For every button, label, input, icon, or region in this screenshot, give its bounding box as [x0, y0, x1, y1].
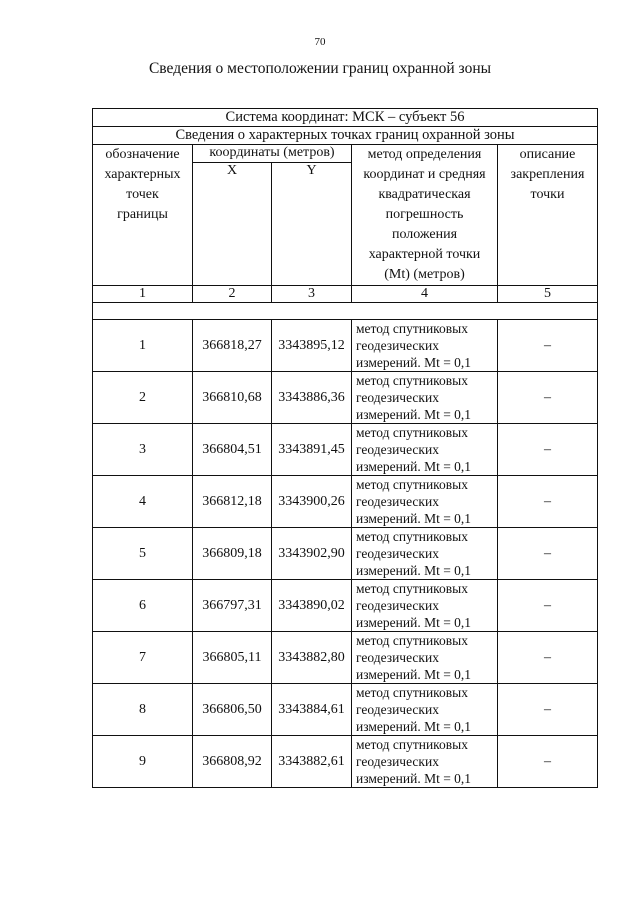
method-line: измерений. Mt = 0,1 — [356, 511, 472, 526]
header-line: погрешность — [385, 207, 464, 222]
table-row — [93, 684, 598, 736]
x-coordinate-cell: 366806,50 — [193, 684, 272, 736]
method-cell — [352, 736, 498, 788]
header-coordinates: координаты (метров) — [193, 145, 352, 163]
method-cell — [352, 632, 498, 684]
blank-row — [93, 303, 598, 320]
method-line: измерений. Mt = 0,1 — [356, 667, 472, 682]
table-row — [93, 580, 598, 632]
method-line: метод спутниковых — [356, 425, 468, 440]
method-cell — [352, 528, 498, 580]
x-coordinate-cell: 366804,51 — [193, 424, 272, 476]
method-line: измерений. Mt = 0,1 — [356, 355, 472, 370]
table-row — [93, 476, 598, 528]
description-cell: – — [498, 424, 598, 476]
x-coordinate-cell: 366805,11 — [193, 632, 272, 684]
header-method — [352, 145, 498, 286]
description-cell: – — [498, 320, 598, 372]
header-line: характерных — [104, 167, 181, 182]
table-row — [93, 528, 598, 580]
method-line: метод спутниковых — [356, 373, 468, 388]
document-title: Сведения о местоположении границ охранной зоны — [148, 60, 492, 77]
method-line: измерений. Mt = 0,1 — [356, 771, 472, 786]
blank-cell — [93, 303, 598, 320]
method-line: геодезических — [356, 338, 439, 353]
header-line: (Mt) (метров) — [384, 267, 465, 282]
x-coordinate-cell: 366809,18 — [193, 528, 272, 580]
description-cell: – — [498, 684, 598, 736]
method-line: геодезических — [356, 546, 439, 561]
method-line: геодезических — [356, 494, 439, 509]
method-line: измерений. Mt = 0,1 — [356, 615, 472, 630]
header-line: границы — [117, 207, 168, 222]
method-line: метод спутниковых — [356, 685, 468, 700]
point-designation-cell: 1 — [93, 320, 193, 372]
header-description — [498, 145, 598, 286]
point-designation-cell: 5 — [93, 528, 193, 580]
description-cell: – — [498, 372, 598, 424]
header-line: положения — [391, 227, 458, 242]
table-row — [93, 320, 598, 372]
method-line: геодезических — [356, 754, 439, 769]
column-number: 1 — [93, 286, 193, 303]
method-line: метод спутниковых — [356, 581, 468, 596]
column-number: 5 — [498, 286, 598, 303]
y-coordinate-cell: 3343882,61 — [272, 736, 352, 788]
table-row — [93, 424, 598, 476]
description-cell: – — [498, 476, 598, 528]
table-info-row — [93, 127, 598, 145]
method-line: измерений. Mt = 0,1 — [356, 563, 472, 578]
table-info-label: Сведения о характерных точках границ охранной зоны — [93, 127, 598, 145]
x-coordinate-cell: 366810,68 — [193, 372, 272, 424]
coordinate-system-row — [93, 109, 598, 127]
page-number: 70 — [314, 36, 326, 48]
method-cell — [352, 320, 498, 372]
method-line: метод спутниковых — [356, 633, 468, 648]
point-designation-cell: 9 — [93, 736, 193, 788]
header-point-designation — [93, 145, 193, 286]
method-line: измерений. Mt = 0,1 — [356, 407, 472, 422]
header-line: характерной точки — [368, 247, 481, 262]
x-coordinate-cell: 366797,31 — [193, 580, 272, 632]
boundary-points-table — [92, 108, 598, 788]
header-line: квадратическая — [378, 187, 471, 202]
y-coordinate-cell: 3343882,80 — [272, 632, 352, 684]
method-cell — [352, 684, 498, 736]
method-line: метод спутниковых — [356, 737, 468, 752]
method-line: геодезических — [356, 702, 439, 717]
point-designation-cell: 4 — [93, 476, 193, 528]
y-coordinate-cell: 3343884,61 — [272, 684, 352, 736]
header-line: метод определения — [367, 147, 482, 162]
description-cell: – — [498, 580, 598, 632]
y-coordinate-cell: 3343886,36 — [272, 372, 352, 424]
header-line: координат и средняя — [363, 167, 486, 182]
method-cell — [352, 476, 498, 528]
table-row — [93, 632, 598, 684]
column-number: 2 — [193, 286, 272, 303]
method-cell — [352, 580, 498, 632]
method-line: геодезических — [356, 442, 439, 457]
point-designation-cell: 3 — [93, 424, 193, 476]
x-coordinate-cell: 366818,27 — [193, 320, 272, 372]
description-cell: – — [498, 632, 598, 684]
y-coordinate-cell: 3343902,90 — [272, 528, 352, 580]
table-row — [93, 736, 598, 788]
description-cell: – — [498, 528, 598, 580]
header-line: обозначение — [105, 147, 180, 162]
description-cell: – — [498, 736, 598, 788]
point-designation-cell: 6 — [93, 580, 193, 632]
method-line: метод спутниковых — [356, 321, 468, 336]
point-designation-cell: 8 — [93, 684, 193, 736]
y-coordinate-cell: 3343891,45 — [272, 424, 352, 476]
method-line: метод спутниковых — [356, 477, 468, 492]
column-number: 3 — [272, 286, 352, 303]
method-line: метод спутниковых — [356, 529, 468, 544]
y-coordinate-cell: 3343890,02 — [272, 580, 352, 632]
table-row — [93, 372, 598, 424]
method-line: геодезических — [356, 650, 439, 665]
coordinate-system-label: Система координат: МСК – субъект 56 — [93, 109, 598, 127]
header-row — [93, 145, 598, 163]
column-number: 4 — [352, 286, 498, 303]
y-coordinate-cell: 3343895,12 — [272, 320, 352, 372]
method-cell — [352, 424, 498, 476]
x-coordinate-cell: 366812,18 — [193, 476, 272, 528]
header-y: Y — [272, 163, 352, 286]
column-number-row — [93, 286, 598, 303]
point-designation-cell: 2 — [93, 372, 193, 424]
method-line: геодезических — [356, 390, 439, 405]
method-cell — [352, 372, 498, 424]
point-designation-cell: 7 — [93, 632, 193, 684]
method-line: геодезических — [356, 598, 439, 613]
header-x: X — [193, 163, 272, 286]
header-line: описание — [519, 147, 576, 162]
method-line: измерений. Mt = 0,1 — [356, 719, 472, 734]
y-coordinate-cell: 3343900,26 — [272, 476, 352, 528]
header-line: точки — [530, 187, 565, 202]
method-line: измерений. Mt = 0,1 — [356, 459, 472, 474]
x-coordinate-cell: 366808,92 — [193, 736, 272, 788]
header-line: точек — [126, 187, 159, 202]
header-line: закрепления — [510, 167, 585, 182]
